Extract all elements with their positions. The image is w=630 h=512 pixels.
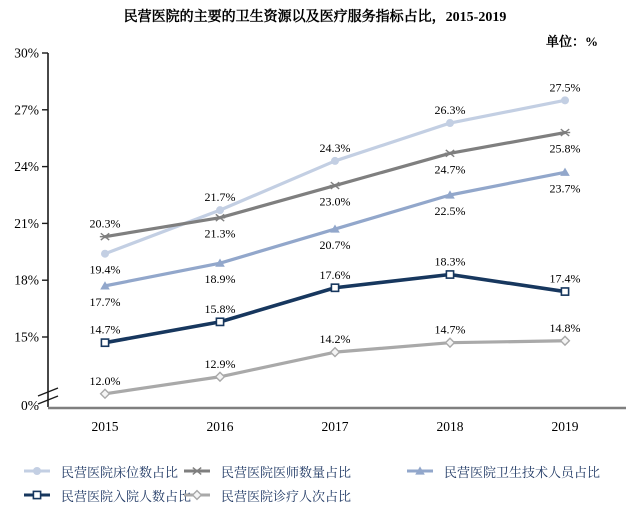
legend-triangle-icon [405,465,435,477]
legend-label-1: 民营医院医师数量占比 [221,464,352,480]
marker-diamond-open-icon [193,491,202,500]
data-label-1-2: 23.0% [319,194,351,209]
data-label-3-1: 15.8% [204,301,236,316]
legend-diamond-open-icon [182,489,212,501]
legend-item-1 [182,462,405,481]
marker-diamond-open-icon [101,389,110,398]
data-label-2-3: 22.5% [434,203,466,218]
marker-asterisk-icon [215,214,225,221]
marker-circle-icon [561,96,569,104]
data-label-2-2: 20.7% [319,238,351,253]
data-label-0-1: 21.7% [204,190,236,205]
marker-square-open-icon [33,491,40,498]
marker-circle-icon [101,250,109,258]
legend-item-4 [182,486,405,505]
legend-item-2 [405,462,600,481]
marker-circle-icon [216,206,224,214]
legend-item-3 [22,486,192,505]
marker-asterisk-icon [100,233,110,240]
x-tick-label: 2018 [436,419,464,434]
legend-label-0: 民营医院床位数占比 [61,464,179,480]
data-label-0-4: 27.5% [549,80,581,95]
marker-diamond-open-icon [216,372,225,381]
data-label-4-3: 14.7% [434,322,466,337]
y-zero-label: 0% [21,398,39,413]
y-tick-label: 15% [14,329,39,345]
legend-item-0 [22,462,182,481]
chart-title: 民营医院的主要的卫生资源以及医疗服务指标占比，2015-2019 [123,10,507,25]
legend-row [22,459,622,483]
data-label-1-0: 20.3% [89,216,121,231]
y-tick-label: 18% [14,272,39,288]
data-label-3-2: 17.6% [319,267,351,282]
marker-square-open-icon [216,318,223,325]
data-label-0-2: 24.3% [319,140,351,155]
legend-label-3: 民营医院入院人数占比 [61,488,192,504]
legend-square-open-icon [22,489,52,501]
chart-legend [22,459,622,507]
legend-row [22,483,622,507]
marker-square-open-icon [331,284,338,291]
data-label-2-4: 23.7% [549,181,581,196]
marker-circle-icon [446,119,454,127]
marker-asterisk-icon [192,468,202,475]
x-tick-label: 2017 [321,419,349,434]
unit-label: 单位：% [545,34,598,49]
marker-circle-icon [33,467,41,475]
y-tick-label: 21% [14,215,39,231]
data-label-1-4: 25.8% [549,141,581,156]
marker-diamond-open-icon [331,348,340,357]
legend-circle-icon [22,465,52,477]
data-label-4-2: 14.2% [319,332,351,347]
data-label-2-0: 17.7% [89,294,121,309]
data-label-4-1: 12.9% [204,356,236,371]
legend-label-4: 民营医院诊疗人次占比 [221,488,352,504]
marker-square-open-icon [561,288,568,295]
y-tick-label: 30% [14,45,39,61]
marker-asterisk-icon [330,182,340,189]
x-tick-label: 2016 [206,419,234,434]
x-tick-label: 2015 [91,419,119,434]
data-label-3-3: 18.3% [434,254,466,269]
data-label-3-0: 14.7% [89,322,121,337]
data-label-2-1: 18.9% [204,272,236,287]
data-label-1-1: 21.3% [204,226,236,241]
marker-diamond-open-icon [561,336,570,345]
data-label-0-0: 19.4% [89,262,121,277]
y-tick-label: 27% [14,102,39,118]
legend-asterisk-icon [182,465,212,477]
data-label-1-3: 24.7% [434,162,466,177]
marker-square-open-icon [446,271,453,278]
x-tick-label: 2019 [551,419,579,434]
marker-diamond-open-icon [446,338,455,347]
y-tick-label: 24% [14,159,39,175]
marker-circle-icon [331,157,339,165]
marker-asterisk-icon [560,129,570,136]
marker-asterisk-icon [445,150,455,157]
data-label-4-0: 12.0% [89,373,121,388]
data-label-3-4: 17.4% [549,271,581,286]
legend-label-2: 民营医院卫生技术人员占比 [444,464,601,480]
marker-square-open-icon [101,339,108,346]
data-label-0-3: 26.3% [434,103,466,118]
data-label-4-4: 14.8% [549,320,581,335]
